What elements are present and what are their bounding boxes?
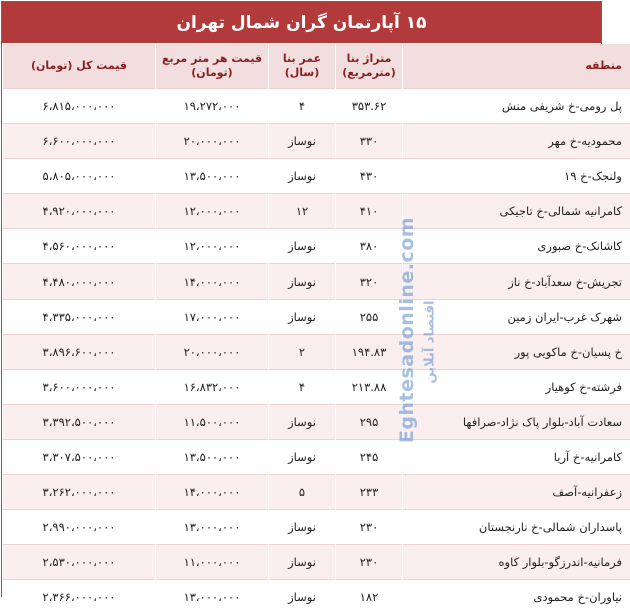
cell-price-per-m2: ۱۷،۰۰۰،۰۰۰ <box>156 299 269 334</box>
cell-total-price: ۴،۳۳۵،۰۰۰،۰۰۰ <box>3 299 156 334</box>
cell-price-per-m2: ۱۴،۰۰۰،۰۰۰ <box>156 475 269 510</box>
cell-total-price: ۳،۲۶۲،۰۰۰،۰۰۰ <box>3 475 156 510</box>
table-row <box>3 510 630 545</box>
cell-total-price: ۴،۵۶۰،۰۰۰،۰۰۰ <box>3 229 156 264</box>
cell-area: ۴۳۰ <box>336 159 403 194</box>
cell-region: ولنجک-خ ۱۹ <box>403 159 630 194</box>
cell-region: فرمانیه-اندرزگو-بلوار کاوه <box>403 545 630 580</box>
header-region: منطقه <box>403 44 630 89</box>
table-row <box>3 545 630 580</box>
cell-area: ۳۲۰ <box>336 264 403 299</box>
cell-age: نوساز <box>269 229 336 264</box>
cell-age: ۴ <box>269 369 336 404</box>
cell-age: نوساز <box>269 404 336 439</box>
cell-total-price: ۵،۸۰۵،۰۰۰،۰۰۰ <box>3 159 156 194</box>
cell-area: ۲۳۰ <box>336 545 403 580</box>
cell-total-price: ۳،۶۰۰،۰۰۰،۰۰۰ <box>3 369 156 404</box>
cell-age: ۱۲ <box>269 194 336 229</box>
cell-area: ۴۱۰ <box>336 194 403 229</box>
table-row <box>3 369 630 404</box>
cell-total-price: ۶،۸۱۵،۰۰۰،۰۰۰ <box>3 89 156 124</box>
cell-total-price: ۴،۴۸۰،۰۰۰،۰۰۰ <box>3 264 156 299</box>
cell-area: ۲۵۵ <box>336 299 403 334</box>
table-row <box>3 159 630 194</box>
cell-region: نیاوران-خ محمودی <box>403 580 630 614</box>
cell-price-per-m2: ۱۲،۰۰۰،۰۰۰ <box>156 194 269 229</box>
table-row <box>3 475 630 510</box>
cell-region: کاشانک-خ صبوری <box>403 229 630 264</box>
table-row <box>3 580 630 614</box>
header-age: عمر بنا (سال) <box>269 44 336 89</box>
cell-area: ۱۸۲ <box>336 580 403 614</box>
cell-region: فرشته-خ کوهیار <box>403 369 630 404</box>
table-body <box>3 89 630 614</box>
cell-total-price: ۲،۹۹۰،۰۰۰،۰۰۰ <box>3 510 156 545</box>
cell-total-price: ۲،۵۳۰،۰۰۰،۰۰۰ <box>3 545 156 580</box>
cell-age: نوساز <box>269 439 336 474</box>
cell-total-price: ۳،۸۹۶،۶۰۰،۰۰۰ <box>3 334 156 369</box>
table-row <box>3 404 630 439</box>
table-row <box>3 89 630 124</box>
cell-age: نوساز <box>269 545 336 580</box>
cell-region: شهرک غرب-ایران زمین <box>403 299 630 334</box>
cell-price-per-m2: ۱۱،۵۰۰،۰۰۰ <box>156 404 269 439</box>
cell-area: ۲۹۵ <box>336 404 403 439</box>
table-row <box>3 124 630 159</box>
cell-age: ۴ <box>269 89 336 124</box>
cell-region: زعفرانیه-آصف <box>403 475 630 510</box>
page-title: ۱۵ آپارتمان گران شمال تهران <box>2 2 601 44</box>
table-header-row <box>3 44 630 89</box>
table-row <box>3 439 630 474</box>
cell-price-per-m2: ۱۳،۰۰۰،۰۰۰ <box>156 580 269 614</box>
cell-total-price: ۲،۳۶۶،۰۰۰،۰۰۰ <box>3 580 156 614</box>
cell-age: نوساز <box>269 124 336 159</box>
header-total-price: قیمت کل (تومان) <box>3 44 156 89</box>
watermark-latin: Eghtesadonline.com <box>396 217 418 443</box>
cell-region: تجریش-خ سعدآباد-خ ناز <box>403 264 630 299</box>
cell-price-per-m2: ۲۰،۰۰۰،۰۰۰ <box>156 334 269 369</box>
cell-region: کامرانیه شمالی-خ تاجیکی <box>403 194 630 229</box>
cell-region: کامرانیه-خ آریا <box>403 439 630 474</box>
cell-region: سعادت آباد-بلوار پاک نژاد-صرافها <box>403 404 630 439</box>
cell-area: ۲۳۰ <box>336 510 403 545</box>
cell-area: ۳۵۳.۶۲ <box>336 89 403 124</box>
cell-price-per-m2: ۱۳،۵۰۰،۰۰۰ <box>156 439 269 474</box>
cell-region: پاسداران شمالی-خ نارنجستان <box>403 510 630 545</box>
cell-age: نوساز <box>269 299 336 334</box>
infographic-table <box>1 1 602 597</box>
cell-price-per-m2: ۱۱،۰۰۰،۰۰۰ <box>156 545 269 580</box>
watermark-persian: اقتصاد آنلاین <box>423 301 438 384</box>
cell-price-per-m2: ۱۴،۰۰۰،۰۰۰ <box>156 264 269 299</box>
cell-region: پل رومی-خ شریفی منش <box>403 89 630 124</box>
cell-age: نوساز <box>269 159 336 194</box>
cell-area: ۲۱۳.۸۸ <box>336 369 403 404</box>
table-row <box>3 299 630 334</box>
cell-area: ۳۳۰ <box>336 124 403 159</box>
cell-region: خ پسیان-خ ماکویی پور <box>403 334 630 369</box>
table-row <box>3 334 630 369</box>
table-row <box>3 194 630 229</box>
cell-age: ۵ <box>269 475 336 510</box>
cell-price-per-m2: ۱۶،۸۳۲،۰۰۰ <box>156 369 269 404</box>
cell-region: محمودیه-خ مهر <box>403 124 630 159</box>
header-area: متراژ بنا (مترمربع) <box>336 44 403 89</box>
cell-age: ۲ <box>269 334 336 369</box>
apartments-table <box>2 44 630 614</box>
cell-price-per-m2: ۱۲،۰۰۰،۰۰۰ <box>156 229 269 264</box>
table-row <box>3 264 630 299</box>
header-price-per-m2: قیمت هر متر مربع (تومان) <box>156 44 269 89</box>
cell-total-price: ۳،۳۰۷،۵۰۰،۰۰۰ <box>3 439 156 474</box>
cell-area: ۲۴۵ <box>336 439 403 474</box>
cell-price-per-m2: ۱۹،۲۷۲،۰۰۰ <box>156 89 269 124</box>
cell-total-price: ۴،۹۲۰،۰۰۰،۰۰۰ <box>3 194 156 229</box>
table-row <box>3 229 630 264</box>
cell-age: نوساز <box>269 264 336 299</box>
cell-area: ۱۹۴.۸۳ <box>336 334 403 369</box>
cell-total-price: ۶،۶۰۰،۰۰۰،۰۰۰ <box>3 124 156 159</box>
cell-total-price: ۳،۳۹۲،۵۰۰،۰۰۰ <box>3 404 156 439</box>
cell-age: نوساز <box>269 580 336 614</box>
cell-price-per-m2: ۲۰،۰۰۰،۰۰۰ <box>156 124 269 159</box>
cell-price-per-m2: ۱۳،۰۰۰،۰۰۰ <box>156 510 269 545</box>
cell-area: ۲۳۳ <box>336 475 403 510</box>
cell-price-per-m2: ۱۳،۵۰۰،۰۰۰ <box>156 159 269 194</box>
cell-age: نوساز <box>269 510 336 545</box>
cell-area: ۳۸۰ <box>336 229 403 264</box>
